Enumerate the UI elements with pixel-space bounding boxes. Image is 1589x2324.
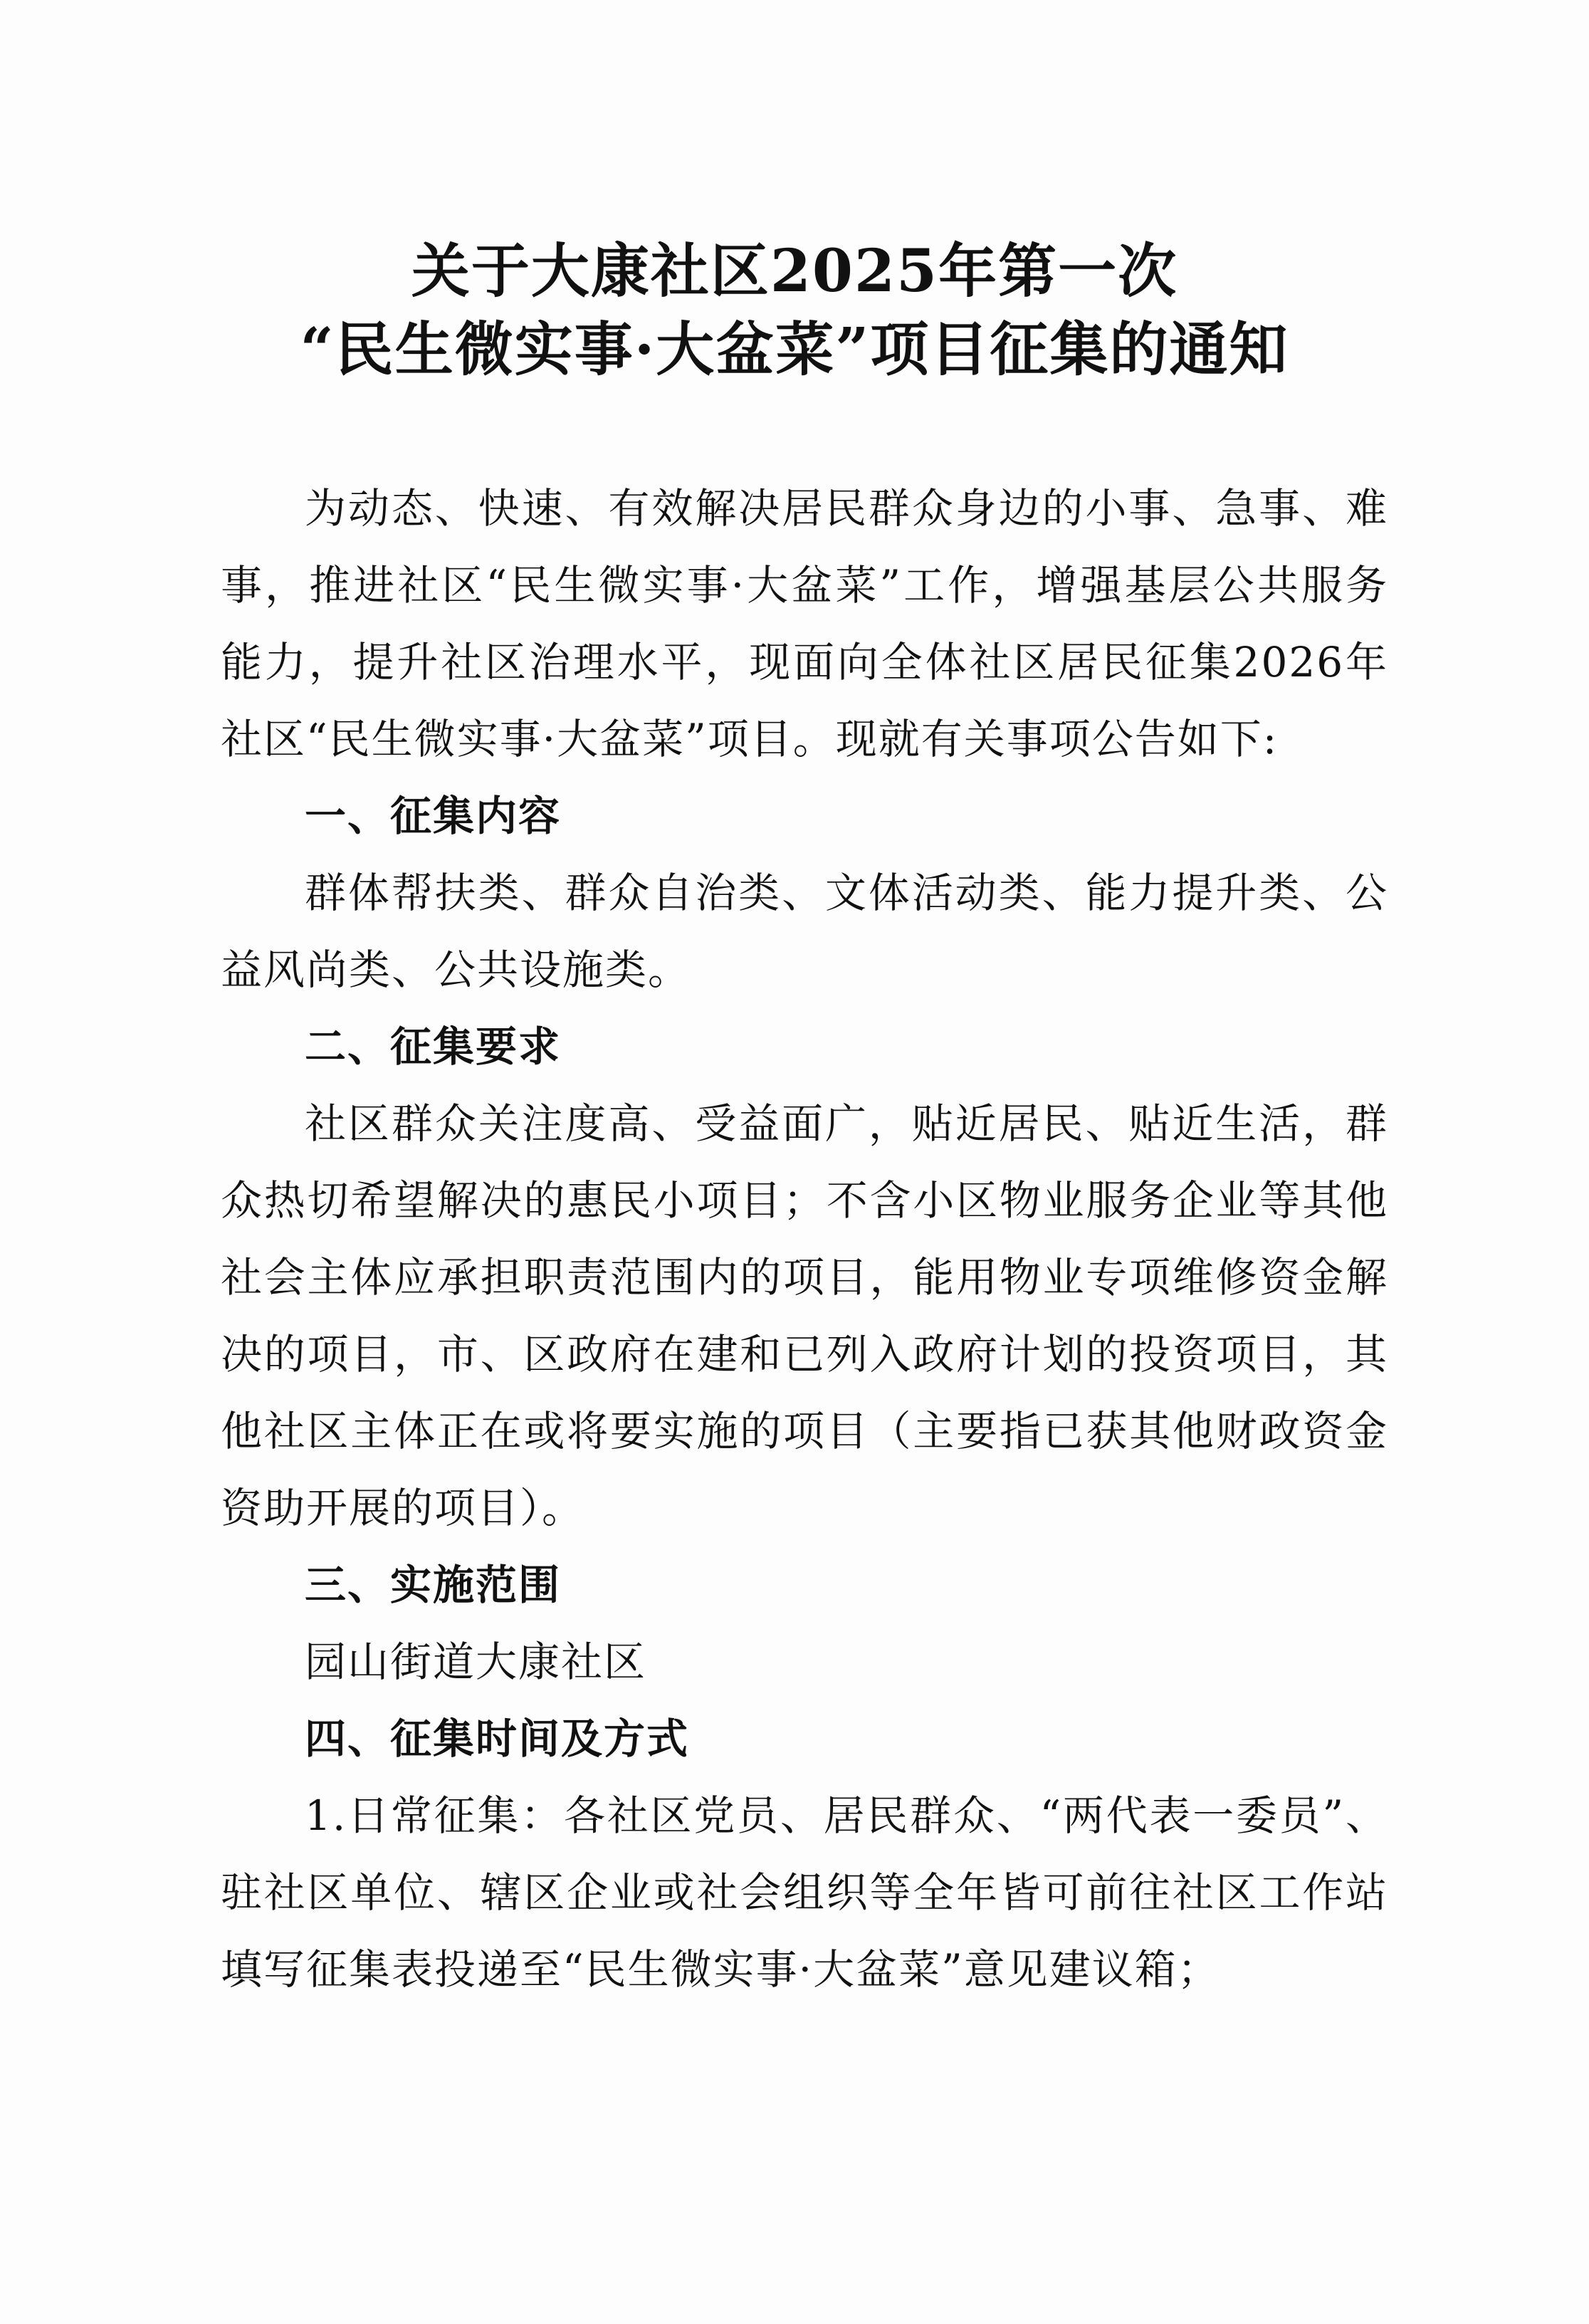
section-heading-time-method: 四、征集时间及方式: [305, 1715, 690, 1763]
section-text-scope: 园山街道大康社区: [305, 1638, 647, 1686]
document-title-line-1: 关于大康社区2025年第一次: [411, 237, 1178, 305]
section-text-content: 群体帮扶类、群众自治类、文体活动类、能力提升类、公益风尚类、公共设施类。: [221, 869, 1388, 994]
section-heading-content: 一、征集内容: [305, 792, 562, 840]
section-text-requirements: 社区群众关注度高、受益面广，贴近居民、贴近生活，群众热切希望解决的惠民小项目；不含小区物业服务企业等其他社会主体应承担职责范围内的项目，能用物业专项维修资金解决的项目，市、区政府在建和已列入政府计划的投资项目，其他社区主体正在或将要实施的项目（主要指已获其他财政资金资助开展的项目）。: [221, 1099, 1388, 1532]
section-text-time-method: 1.日常征集：各社区党员、居民群众、“两代表一委员”、驻社区单位、辖区企业或社会组织等全年皆可前往社区工作站填写征集表投递至“民生微实事·大盆菜”意见建议箱；: [221, 1791, 1388, 1994]
document-title-line-2: “民生微实事·大盆菜”项目征集的通知: [300, 315, 1289, 384]
section-heading-requirements: 二、征集要求: [305, 1022, 562, 1071]
intro-paragraph: 为动态、快速、有效解决居民群众身边的小事、急事、难事，推进社区“民生微实事·大盆菜”工作，增强基层公共服务能力，提升社区治理水平，现面向全体社区居民征集2026年社区“民生微实事·大盆菜”项目。现就有关事项公告如下:: [221, 484, 1388, 763]
section-heading-scope: 三、实施范围: [305, 1561, 562, 1609]
